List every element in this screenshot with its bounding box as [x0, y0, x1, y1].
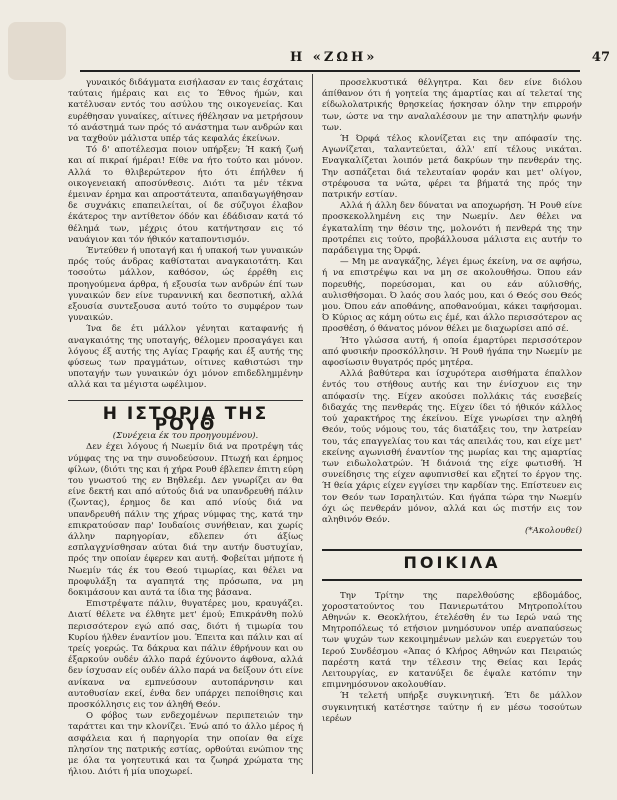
continuation-note: (*Ακολουθεί): [524, 526, 582, 537]
paragraph: Ή Όρφά τέλος κλονίζεται εις την απόφασίν της. Αγωνίζεται, ταλαντεύεται, άλλ' επί τέλους νικάται. Εναγκαλίζεται λοιπόν μετά δακρύων την πενθεράν της. Την ασπάζεται διά τελευταίαν φοράν και μετ' ολίγον, στρέφουσα τα νώτα, φέρει τα βήματά της πρός την πατρικήν εστίαν.: [322, 134, 582, 201]
page-number: 47: [591, 50, 610, 65]
page-header: [80, 46, 610, 72]
section-title-box: [322, 549, 582, 580]
paragraph: Ίνα δε έτι μάλλον γένηται καταφανής ή αναγκαιότης της υποταγής, θέλομεν προσαγάγει και λόγους έξ αυτής της Αγίας Γραφής και έξ αυτής της φύσεως των πραγμάτων, οίτινες καθιστώσι την υποταγήν των γυναικών όχι μόνον επιδεδλημμένην αλλά και τα μέγιστα ωφέλιμον.: [68, 324, 303, 391]
paragraph: Επιστρέψατε πάλιν, θυγατέρες μου, κραυγάζει. Διατί θέλετε να έλθητε μετ' έμού; Επικράνθη πολύ περισσότερον εγώ από σας, διότι ή τιμωρία του Κυρίου ήλθεν έναντίον μου. Έπειτα και πάλιν και αί τρείς γοερώς. Τα δάκρυα και πάλιν έθρήνουν και ου έξαρκούν ουδέν άλλο παρά έχύνοντο άφθονα, αλλά δεν ίσχυσαν είς ουδέν άλλο παρά να δείξουν ότι είνε ανίκανα να εμπνεύσουν αυτοπάρνησιν και αυτοθυσίαν εκεί, ένθα δεν υπάρχει πεποίθησις και προσκόλλησις εις τον άληθή Θεόν.: [68, 599, 303, 710]
paragraph: Ήτο γλώσσα αυτή, ή οποία έμαρτύρει περισσότερον από φυσικήν προσκόλλησιν. Ή Ρουθ ήγάπα την Νωεμίν με αφοσίωσιν θυγατρός πρός μητέρα.: [322, 335, 582, 369]
journal-title: Η «ΖΩΗ»: [290, 50, 378, 65]
column-divider: [312, 74, 313, 774]
section-divider: [68, 400, 303, 401]
paragraph: — Μη με αναγκάζης, λέγει έμως έκείνη, να σε αφήσω, ή να επιστρέψω και να μη σε ακολουθήσω. Όπου εάν πορευθής, πορεύσομαι, και ου εάν αύλισθής, αυλισθήσομαι. Ό λαός σου λαός μου, και ό Θεός σου Θεός μου. Όπου εάν αποθάνης, αποθανούμαι, κάκει ταφήσομαι. Ό Κύριος ας κάμη ούτω εις έμέ, και άλλο περισσότερον ας προσθέση, ό θάνατος μόνον θέλει με διαχωρίσει από σέ.: [322, 257, 582, 335]
paragraph: Δεν έχει λόγους ή Νωεμίν διά να προτρέψη τάς νύμφας της να την συνοδεύσουν. Πτωχή και έρημος φίλων, (διότι της και ή χήρα Ρουθ έβλεπεν έπιτη εύρη του γνωστού της εν Βηθλεέμ. Δεν γνωρίζει αν θα είνε δεκτή και από αύτούς διά να υπανδρευθή πάλιν (ζωντας), έρημος δε και από νίούς διά να υπανδρευθή πάλιν της χήρας νύμφας της, κατά την επικρατούσαν παρ' Ιουδαίοις συνήθειαν, και χωρίς άλλην παρηγορίαν, εδλεπεν ότι άξίως εσπλαγχνίσθησαν αύται διά την αυτήν δυστυχίαν, πρός την οποίαν έφερεν και αυτή. Φοβείται μήποτε ή Νωεμίν τάς έκ του Θεού τιμωρίας, και θέλει να προφυλάξη τα αγαπητά της πρόσωπα, να μη δοκιμάσουν και αυτά τα ίδια της βάσανα.: [68, 442, 303, 598]
paragraph: Τό δ' αποτέλεσμα ποιον υπήρξεν; Ή κακή ζωή και αί πικραί ήμέραι! Είθε να ήτο τούτο και μόνον. Αλλά το θλιβερώτερον ήτο ότι έπήλθεν ή οικογενειακή αποσύνθεσις. Διότι τα μέν τέκνα έμειναν έρημα και απροστάτευτα, απαιδαγωγήθησαν δε συχνάκις επαπειλείται, οί δε σύζυγοι έλαβον έκάτερος την αντίθετον όδόν και έδάδισαν κατά τό θέλημά των, μέχρις ότου κατήντησαν εις τό ναυάγιον και τόν ήθικόν καταποντισμόν.: [68, 145, 303, 245]
paragraph: Ο φόβος των ενδεχομένων περιπετειών την ταράττει και την κλονίζει. Ένώ από το άλλο μέρος ή ασφάλεια και ή παρηγορία την οποίαν θα είχε πλησίον της πατρικής εστίας, ορθούται ενώπιον της με όλα τα γοητευτικά και τα ζωηρά χρώματα της ήλιου. Διότι ή μία υποχωρεί.: [68, 711, 303, 778]
section-title: ΠΟΙΚΙΛΑ: [403, 553, 501, 573]
left-column: [68, 78, 303, 778]
paper-stain: [8, 22, 66, 80]
paragraph: Ή τελετή υπήρξε συγκινητική. Έτι δε μάλλον συγκινητική κατέστησε ταύτην ή εν μέσω τοσούτων ιερέων: [322, 691, 582, 724]
paragraph: γυναικός διδάγματα εισήλασαν εν ταις έσχάταις ταύταις ήμέραις και εις το Έθνος ήμών, και κατέλυσαν εντός του ασύλου της οικογενείας. Και ευρέθησαν γυναίκες, αίτινες ήθέλησαν να μετρήσουν τό ανάστημά των πρός τό ανάστημα των ανδρών και να ταχθούν μάλιστα υπέρ τάς κεφαλάς έκείνων.: [68, 78, 303, 145]
article-subtitle: (Συνέχεια έκ του προηγουμένου).: [112, 431, 259, 442]
paragraph: προσελκυστικά θέλγητρα. Και δεν είνε διόλου άπίθανον ότι ή γοητεία της άμαρτίας και αί τελεταί της είδωλολατρικής θρησκείας ήσκησαν όλην την επιρροήν των, ώστε να την αναλαλέσουν με την απατηλήν φωνήν των.: [322, 78, 582, 133]
right-column: [322, 78, 582, 778]
paragraph: Αλλά ή άλλη δεν δύναται να αποχωρήση. Ή Ρουθ είνε προσκεκολλημένη εις την Νωεμίν. Δεν θέλει να έγκαταλίπη την θέσιν της, μολονότι ή πενθερά της την προτρέπει εις τούτο, προβάλλουσα μάλιστα εις αυτήν το παράδειγμα της Όρφά.: [322, 201, 582, 257]
paragraph: Αλλά βαθύτερα και ίσχυρότερα αισθήματα έπαλλον έντός του στήθους αυτής και την ένίσχυον εις την απόφασίν της. Είχεν ακούσει πολλάκις τάς ευσεβείς διδαχάς της πενθεράς της. Είχεν ίδει τό ήθικόν κάλλος τού χαρακτήρος της έκείνου. Είχε γνωρίσει την αληθή Θεόν, τούς νόμους του, τάς διατάξεις του, την λατρείαν του, τάς επαγγελίας του και τάς απειλάς του, και είχε μετ' εκείνης αγωνισθή έναντίον της μωρίας και της αμαρτίας των ειδωλολατρών. Ή διάνοιά της είχε φωτισθή. Ή συνείδησις της είχεν αφυπνισθεί και εζητεί το έργον της. Ή θεία χάρις είχεν εγγίσει την καρδίαν της. Επίστευεν εις τον Θεόν των Ισραηλιτών. Και ήγάπα τώρα την Νωεμίν όχι ώς πενθεράν μόνον, αλλά και ώς πιστήν εις τον αληθινόν Θεόν.: [322, 369, 582, 525]
paragraph: Την Τρίτην της παρελθούσης εβδομάδος, χοροστατούντος του Πανιερωτάτου Μητροπολίτου Αθηνών κ. Θεοκλήτου, έτελέσθη έν τω Ιερώ ναώ της Μητροπόλεως τό ετήσιον μνημόσυνον υπέρ αναπαύσεως των ψυχών των κεκοιμημένων μελών και ευεργετών του Ιερού Συνδέσμου «Άπας ό Κλήρος Αθηνών και Πειραιώς παρέστη κατά την τέλεσιν της Θείας και Ιεράς Λειτουργίας, εν κατανύξει δε έψαλε κατόπιν την επιμνημόσυνον ακολουθίαν.: [322, 590, 582, 691]
article-title: Η ΙΣΤΟΡΙΑ ΤΗΣ ΡΟΥΘ: [102, 403, 269, 435]
paragraph: Έντεύθεν ή υποταγή και ή υπακοή των γυναικών πρός τούς άνδρας καθίσταται αναγκαιοτάτη. Και τοσούτω μάλλον, καθόσον, ώς έρρέθη εις προηγούμενα άρθρα, ή εξουσία των ανδρών έπί των γυναικών δεν είνε τυραννική και δεσποτική, αλλά εξουσία συντεξουσα αυτό τούτο το συμφέρον των γυναικών.: [68, 246, 303, 324]
